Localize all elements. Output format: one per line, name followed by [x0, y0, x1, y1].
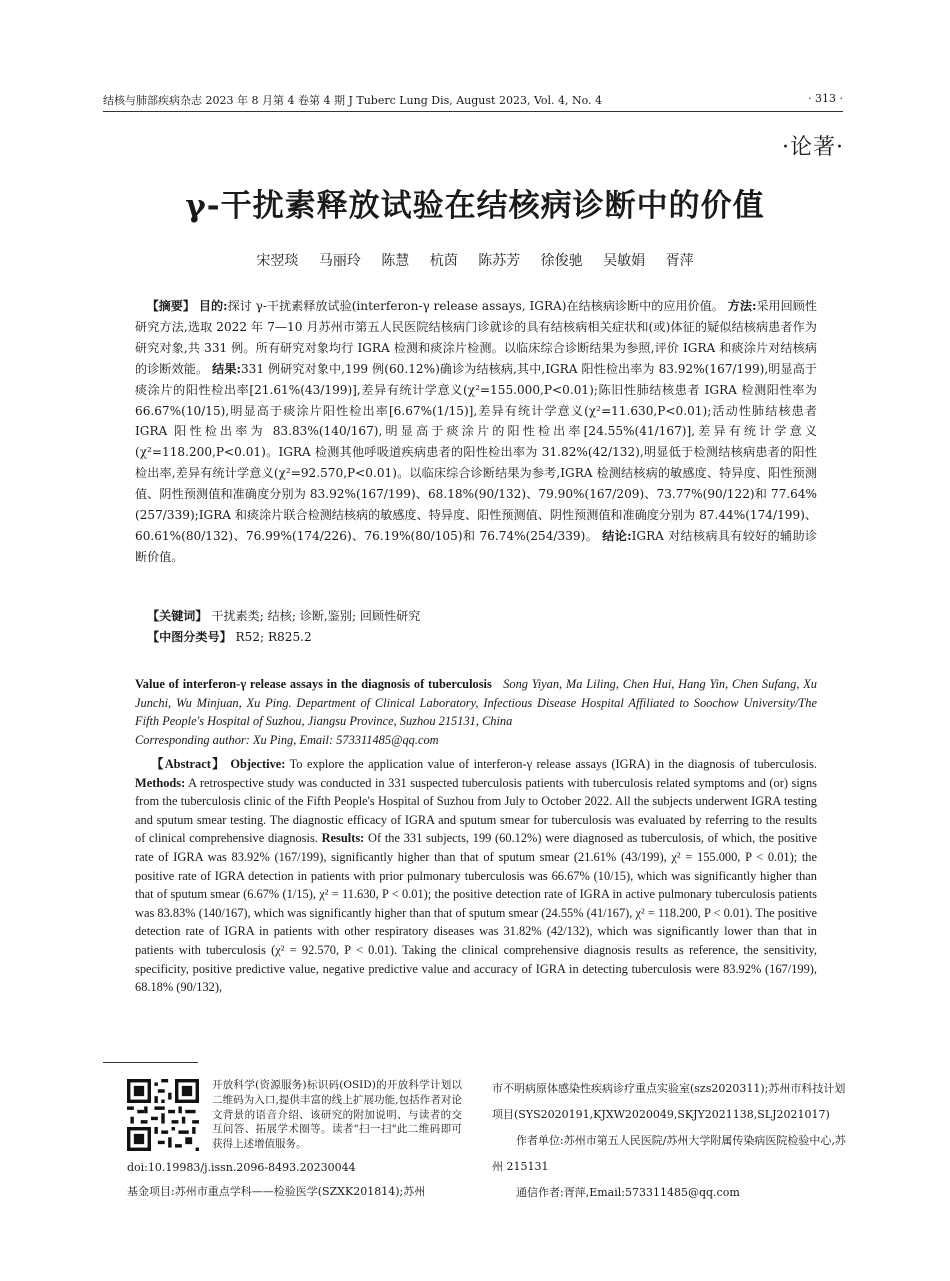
author-name: 胥萍 — [665, 253, 694, 269]
corresponding-author-en: Corresponding author: Xu Ping, Email: 573311485@qq.com — [135, 732, 439, 747]
funding-continued: 市不明病原体感染性疾病诊疗重点实验室(szs2020311);苏州市科技计划项目(SYS2020191,KJXW2020049,SKJY2021138,SLJ2021017) — [492, 1082, 846, 1121]
results-text: 331 例研究对象中,199 例(60.12%)确诊为结核病,其中,IGRA 阳性检出率为 83.92%(167/199),明显高于痰涂片的阳性检出率[21.61%(43/199)],差异有统计学意义(χ²=155.000,P<0.01);陈旧性肺结核患者 IGRA 检测阳性率为 66.67%(10/15),明显高于痰涂片阳性检出率[6.67%(1/15)],差异有统计学意义(χ²=11.630,P<0.01);活动性肺结核患者 IGRA 阳性检出率为 83.83%(140/167),明显高于痰涂片的阳性检出率[24.55%(41/167)],差异有统计学意义(χ²=118.200,P<0.01)。IGRA 检测其他呼吸道疾病患者的阳性检出率为 31.82%(42/132),明显低于检测结核病患者的阳性检出率,差异有统计学意义(χ²=92.570,P<0.01)。以临床综合诊断结果为参考,IGRA 检测结核病的敏感度、特异度、阳性预测值、阴性预测值和准确度分别为 83.92%(167/199)、68.18%(90/132)、79.90%(167/209)、73.77%(90/122)和 77.64%(257/339);IGRA 和痰涂片联合检测结核病的敏感度、特异度、阳性预测值、阴性预测值和准确度分别为 87.44%(174/199)、60.61%(80/132)、76.99%(174/226)、76.19%(80/105)和 76.74%(254/339)。 — [135, 361, 817, 543]
results-label-en: Results: — [321, 831, 365, 846]
methods-label: 方法: — [727, 299, 757, 313]
keywords-text: 干扰素类; 结核; 诊断,鉴别; 回顾性研究 — [211, 609, 421, 623]
objective-text-en: To explore the application value of interferon-γ release assays (IGRA) in the diagnosis of tuberculosis. — [289, 757, 817, 771]
footnote-right-column — [492, 1076, 852, 1206]
objective-label: 目的: — [198, 299, 228, 313]
abstract-label-en: 【Abstract】 — [151, 757, 226, 771]
keywords-label: 【关键词】 — [147, 609, 208, 623]
corresponding-author: 通信作者:胥萍,Email:573311485@qq.com — [516, 1186, 740, 1199]
methods-text: 采用回顾性研究方法,选取 2022 年 7—10 月苏州市第五人民医院结核病门诊就诊的具有结核病相关症状和(或)体征的疑似结核病患者作为研究对象,共 331 例。所有研究对象均行 IGRA 检测和痰涂片检测。以临床综合诊断结果为参照,评价 IGRA 和痰涂片对结核病的诊断效能。 — [135, 299, 817, 376]
page-number: · 313 · — [808, 92, 843, 105]
author-name: 陈慧 — [381, 253, 410, 269]
english-title: Value of interferon-γ release assays in the diagnosis of tuberculosis — [135, 677, 492, 691]
results-text-en: Of the 331 subjects, 199 (60.12%) were diagnosed as tuberculosis, of which, the positive rate of IGRA was 83.92% (167/199), significantly higher than that of sputum smear (21.61% (43/199), χ² = 155.000, P < 0.01); the positive rate of IGRA detection in patients with prior pulmonary tuberculosis was 66.67% (10/15), which was significantly higher than that of sputum smear (6.67% (1/15), χ² = 11.630, P < 0.01); the positive detection rate of IGRA in active pulmonary tuberculosis patients was 83.83% (140/167), which was significantly higher than that of sputum smear (24.55% (41/167), χ² = 118.200, P < 0.01). The positive detection rate of IGRA in patients with other respiratory diseases was 31.82% (42/132), which was significantly lower than that in patients with tuberculosis (χ² = 92.570, P < 0.01). Taking the clinical comprehensive diagnosis results as reference, the sensitivity, specificity, positive predictive value, negative predictive value and accuracy of IGRA in detecting tuberculosis were 83.92% (167/199), 68.18% (90/132), — [135, 831, 817, 995]
author-name: 马丽玲 — [318, 253, 361, 269]
article-title: γ-干扰素释放试验在结核病诊断中的价值 — [185, 188, 765, 224]
author-name: 杭茵 — [429, 253, 458, 269]
english-header — [135, 675, 817, 749]
author-name: 吴敏娟 — [603, 253, 646, 269]
abstract-label: 【摘要】 — [146, 299, 196, 313]
keywords-line — [135, 606, 817, 627]
clc-label: 【中图分类号】 — [147, 630, 232, 644]
clc-line — [135, 627, 817, 648]
conclusion-text: IGRA 对结核病具有较好的辅助诊断价值。 — [135, 528, 817, 564]
osid-qr-code[interactable] — [127, 1079, 199, 1151]
footnote-rule — [103, 1062, 198, 1063]
english-abstract — [135, 755, 817, 997]
author-name: 徐俊驰 — [540, 253, 583, 269]
results-label: 结果: — [212, 361, 241, 376]
keywords-block — [135, 606, 817, 648]
objective-label-en: Objective: — [230, 757, 286, 771]
author-list — [0, 250, 950, 270]
objective-text: 探讨 γ-干扰素释放试验(interferon-γ release assays, IGRA)在结核病诊断中的应用价值。 — [227, 299, 724, 313]
author-affiliation: 作者单位:苏州市第五人民医院/苏州大学附属传染病医院检验中心,苏州 215131 — [492, 1134, 846, 1173]
running-head-text: 结核与肺部疾病杂志 2023 年 8 月第 4 卷第 4 期 J Tuberc Lung Dis, August 2023, Vol. 4, No. 4 — [103, 94, 603, 107]
funding-note: 基金项目:苏州市重点学科——检验医学(SZXK201814);苏州 — [127, 1185, 426, 1198]
author-name: 宋翌琰 — [256, 253, 299, 269]
chinese-abstract — [135, 296, 817, 568]
clc-text: R52; R825.2 — [235, 630, 312, 644]
author-name: 陈苏芳 — [478, 253, 521, 269]
english-byline: Song Yiyan, Ma Liling, Chen Hui, Hang Yin, Chen Sufang, Xu Junchi, Wu Minjuan, Xu Ping. Department of Clinical Laboratory, Infectious Disease Hospital Affiliated to Soochow University/The Fifth People's Hospital of Suzhou, Jiangsu Province, Suzhou 215131, China — [135, 677, 817, 729]
column-label: ·论著· — [782, 135, 844, 160]
methods-text-en: A retrospective study was conducted in 331 suspected tuberculosis patients with tuberculosis related symptoms and (or) signs from the tuberculosis clinic of the Fifth People's Hospital of Suzhou from July to October 2022. All the subjects underwent IGRA testing and sputum smear testing. The diagnostic efficacy of IGRA and sputum smear for tuberculosis was evaluated by referring to the results of clinical comprehensive diagnosis. — [135, 775, 817, 846]
conclusion-label: 结论: — [602, 528, 632, 543]
osid-note: 开放科学(资源服务)标识码(OSID)的开放科学计划以二维码为入口,提供丰富的线上扩展功能,包括作者对论文背景的语音介绍、该研究的附加说明、与读者的交互问答、拓展学术圈等。读者"扫一扫"此二维码即可获得上述增值服务。 — [212, 1079, 462, 1151]
doi[interactable]: doi:10.19983/j.issn.2096-8493.20230044 — [127, 1161, 356, 1174]
methods-label-en: Methods: — [135, 775, 186, 790]
running-head — [103, 92, 843, 112]
